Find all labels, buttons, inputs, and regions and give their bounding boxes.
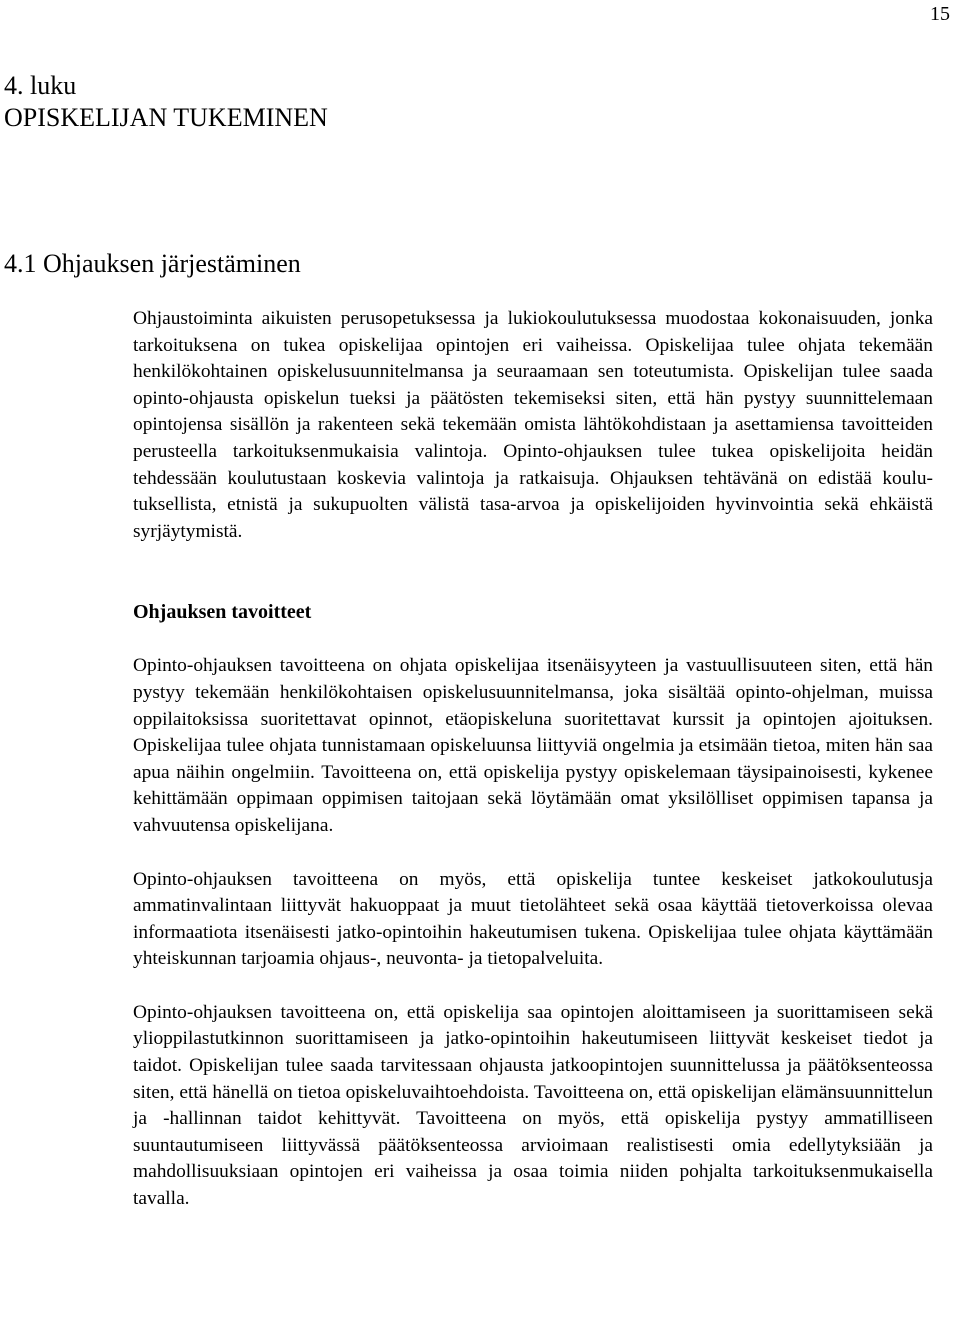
body-content [133,306,933,1213]
section-title: 4.1 Ohjauksen järjestäminen [4,249,301,278]
subsection-paragraph: Opinto-ohjauksen tavoitteena on ohjata opiskelijaa itsenäisyyteen ja vastuullisuuteen siten, että hän pystyy tekemään henkilökohtaisen opiskelusuunnitelmansa, joka sisältää opinto-ohjelman, muissa oppilaitoksissa suoritettavat opinnot, etäopiskeluna suoritettavat kurssit ja opintojen ajoituksen. Opiskelijaa tulee ohjata tunnistamaan opiskeluunsa liittyviä ongelmia ja etsimään tietoa, miten hän saa apua näihin ongelmiin. Tavoitteena on, että opiskelija pystyy opiskelemaan täysipainoisesti, kykenee kehittämään oppimaan oppimisen taitojaan sekä löytämään omat yksilölliset oppimisen tapansa ja vahvuutensa opiskelijana. [133,655,933,836]
chapter-title: OPISKELIJAN TUKEMINEN [4,103,328,132]
section-paragraph: Ohjaustoiminta aikuisten perusopetuksessa ja lukiokoulutuksessa muodostaa kokonaisuuden, jonka tarkoituksena on tukea opiskelijaa opintojen eri vaiheissa. Opiskelijaa tulee ohjata tekemään henkilökohtainen opiskelusuunnitelmansa ja seuraamaan sen toteutumista. Opiskelijan tulee saada opinto-ohjausta opiskelun tueksi ja päätösten tekemiseksi siten, että hän pystyy suunnittelemaan opintojensa sisällön ja rakenteen sekä tekemään omista lähtökohdistaan ja asettamiensa tavoitteiden perusteella tarkoituksenmukaisia valintoja. Opinto-ohjauksen tulee tukea opiskelijoita heidän tehdessään koulutustaan koskevia valintoja ja ratkaisuja. Ohjauksen tehtävänä on edistää koulutuksellista, etnistä ja sukupuolten välistä tasa-arvoa ja opiskelijoiden hyvinvointia sekä ehkäistä syrjäytymistä. [133,308,933,542]
subsection-paragraph: Opinto-ohjauksen tavoitteena on, että opiskelija saa opintojen aloittamiseen ja suorittamiseen sekä ylioppilastutkinnon suorittamiseen ja jatko-opintoihin hakeutumiseen liittyvät keskeiset tiedot ja taidot. Opiskelijan tulee saada tarvitessaan ohjausta jatkoopintojen suunnittelussa ja päätöksenteossa siten, että hänellä on tietoa opiskeluvaihtoehdoista. Tavoitteena on, että opiskelijan elämänsuunnittelun ja -hallinnan taidot kehittyvät. Tavoitteena on myös, että opiskelija pystyy ammatilliseen suuntautumiseen liittyvässä päätöksenteossa arvioimaan realistisesti omia edellytyksiään ja mahdollisuuksiaan opintojen eri vaiheissa ja osaa toimia niiden pohjalta tarkoituksenmukaisella tavalla. [133,1001,933,1210]
chapter-number: 4. luku [4,71,77,100]
subsection-title: Ohjauksen tavoitteet [133,601,312,624]
subsection-paragraph: Opinto-ohjauksen tavoitteena on myös, että opiskelija tuntee keskeiset jatkokoulutusja ammatinvalintaan liittyvät hakuoppaat ja muut tietolähteet sekä osaa käyttää tietoverkoissa olevaa informaatiota itsenäisesti jatko-opintoihin hakeutumisen tukena. Opiskelijaa tulee ohjata käyttämään yhteiskunnan tarjoamia ohjaus-, neuvonta- ja tietopalveluita. [133,868,933,970]
chapter-heading [4,70,328,134]
page-number: 15 [930,3,950,25]
